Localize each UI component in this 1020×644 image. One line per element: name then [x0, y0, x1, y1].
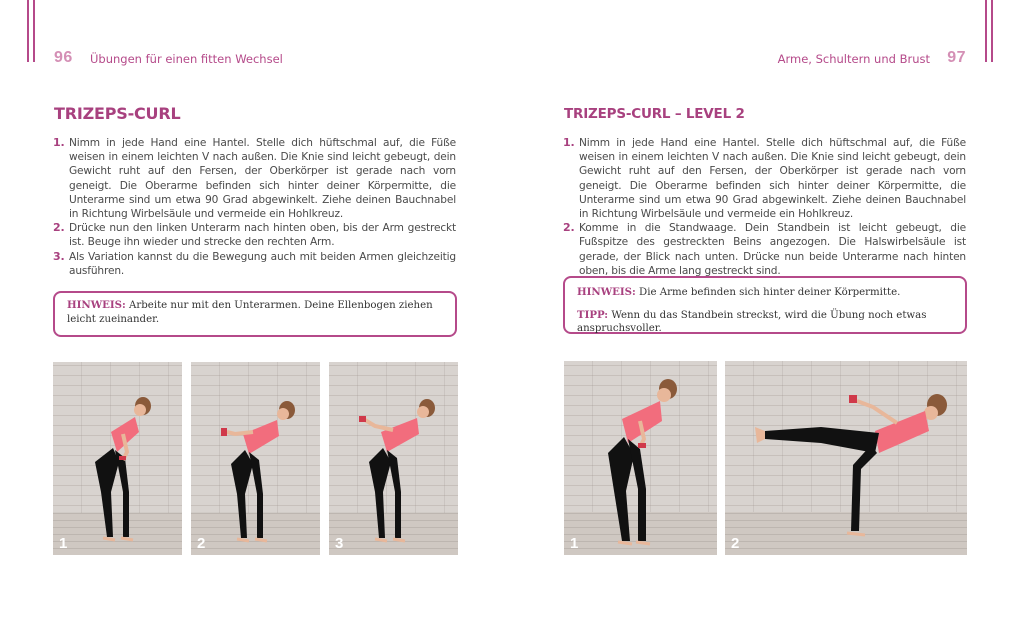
woman-figure-icon	[725, 361, 967, 555]
step-text: Nimm in jede Hand eine Hantel. Stelle dich hüftschmal auf, die Füße weisen in einem leichten V nach außen. Die Knie sind leicht gebeugt, dein Gewicht ruht auf den Fersen, der Oberkörper ist gerade nach vorn geneigt. Die Oberarme befinden sich hinter deiner Körpermitte, die Unterarme sind um etwa 90 Grad abgewinkelt. Ziehe deinen Bauchnabel in Richtung Wirbelsäule und vermeide ein Hohlkreuz.	[579, 137, 966, 221]
hint-box-left	[53, 291, 457, 337]
woman-figure-icon	[191, 362, 320, 555]
tip-label: TIPP:	[577, 308, 609, 321]
photo-label: 1	[570, 535, 579, 552]
hint-paragraph	[67, 299, 443, 326]
hint-label: HINWEIS:	[577, 286, 636, 298]
exercise-photo-right-1	[564, 361, 717, 555]
step-text: Komme in die Standwaage. Dein Standbein ist leicht gebeugt, die Fußspitze des gestreckten Beins angezogen. Die Halswirbelsäule ist gerade, der Blick nach unten. Drücke nun beide Unterarme nach hinten oben, bis die Arme lang gestreckt sind.	[579, 222, 966, 277]
running-head-left: Übungen für einen fitten Wechsel	[90, 52, 283, 66]
step-text: Drücke nun den linken Unterarm nach hinten oben, bis der Arm gestreckt ist. Beuge ihn wieder und strecke den rechten Arm.	[69, 222, 456, 249]
photo-label: 3	[335, 535, 344, 552]
step-item	[563, 136, 966, 221]
step-item	[53, 221, 456, 249]
tip-paragraph	[577, 309, 953, 336]
woman-figure-icon	[329, 362, 458, 555]
exercise-photo-right-2	[725, 361, 967, 555]
exercise-title-right: TRIZEPS-CURL – LEVEL 2	[564, 106, 745, 122]
hint-paragraph	[577, 286, 953, 300]
photo-label: 1	[59, 535, 68, 552]
exercise-photo-left-2	[191, 362, 320, 555]
hint-text: Die Arme befinden sich hinter deiner Körpermitte.	[635, 287, 901, 298]
page-edge-line	[985, 0, 987, 62]
exercise-photo-left-1	[53, 362, 182, 555]
hint-box-right	[563, 276, 967, 334]
photo-label: 2	[197, 535, 206, 552]
step-number: 3.	[53, 249, 65, 263]
step-item	[53, 136, 456, 221]
step-number: 1.	[563, 136, 575, 149]
page-edge-line	[27, 0, 29, 62]
step-text: Als Variation kannst du die Bewegung auch mit beiden Armen gleichzeitig ausführen.	[69, 250, 456, 277]
running-head-right: Arme, Schultern und Brust	[777, 52, 930, 66]
page-number-left: 96	[54, 49, 73, 66]
step-number: 1.	[53, 136, 65, 149]
photo-label: 2	[731, 535, 740, 552]
step-number: 2.	[53, 221, 65, 235]
exercise-photo-left-3	[329, 362, 458, 555]
hint-text: Arbeite nur mit den Unterarmen. Deine Ellenbogen ziehen leicht zueinander.	[67, 300, 433, 325]
step-list-left	[53, 136, 456, 278]
woman-figure-icon	[564, 361, 717, 555]
step-number: 2.	[563, 221, 575, 235]
hint-label: HINWEIS:	[67, 299, 126, 311]
woman-figure-icon	[53, 362, 182, 555]
step-list-right	[563, 136, 966, 278]
page-edge-line	[991, 0, 993, 62]
tip-text: Wenn du das Standbein streckst, wird die Übung noch etwas anspruchsvoller.	[577, 309, 927, 334]
step-item	[563, 221, 966, 278]
step-text: Nimm in jede Hand eine Hantel. Stelle dich hüftschmal auf, die Füße weisen in einem leichten V nach außen. Die Knie sind leicht gebeugt, dein Gewicht ruht auf den Fersen, der Oberkörper ist gerade nach vorn geneigt. Die Oberarme befinden sich hinter deiner Körpermitte, die Unterarme sind um etwa 90 Grad abgewinkelt. Ziehe deinen Bauchnabel in Richtung Wirbelsäule und vermeide ein Hohlkreuz.	[69, 137, 456, 221]
page-edge-line	[33, 0, 35, 62]
page-number-right: 97	[947, 49, 966, 66]
exercise-title-left: TRIZEPS-CURL	[54, 104, 181, 123]
step-item	[53, 250, 456, 278]
